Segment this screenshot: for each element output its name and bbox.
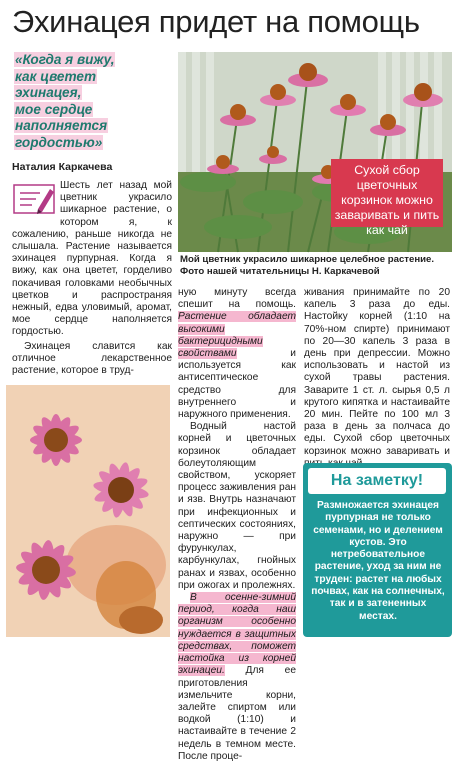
quote-line: эхинацея, (15, 85, 82, 100)
paragraph: живания принимайте по 20 капель 3 раза до еды. Настойку корней (1:10 на 70%-ном спирте) принимают по 20—30 капель 3 раза в день при депрессии. Можно использовать и настой из сухой травы растения. Заварите 1 ст. л. сырья 0,5 л крутого кипятка и настаивайте 20 мин. Пейте по 100 мл 3 раза в день за полчаса до еды. Сухой сбор цветочных корзинок можно заваривать и (304, 287, 450, 457)
paragraph (12, 180, 172, 339)
photo-caption: Мой цветник украсило шикарное целебное растение. Фото нашей читательницы Н. Каркачевой (180, 254, 435, 277)
note-title: На заметку! (308, 468, 446, 494)
paragraph (178, 592, 296, 763)
pen-icon (12, 181, 56, 217)
quote-line: «Когда я вижу, (15, 52, 115, 67)
article-column-2 (178, 287, 296, 763)
article-column-3 (304, 287, 450, 470)
quote-line: наполняется (15, 118, 108, 133)
article-column-1 (12, 180, 172, 377)
echinacea-tea-photo (6, 385, 170, 637)
quote-line: гордостью» (15, 134, 103, 150)
photo-overlay-box: Сухой сбор цветочных корзинок можно заваривать и пить как чай (331, 159, 443, 227)
paragraph-text: Для ее приготовления измельчите корни, залейте спиртом или водкой (1:10) и настаивайте в течение 2 недель в темном месте. После проце- (178, 665, 296, 762)
paragraph-text: и используется как антисептическое средство для внутреннего и наружного применения. (178, 348, 296, 421)
quote-line: мое сердце (15, 101, 93, 117)
pull-quote (14, 52, 172, 151)
note-text: Размножается эхинацея пурпурная не только семенами, но и делением кустов. Это нетребовательное растение, уход за ним не труден: растет на любых почвах, как на солнечных, так и в затененных местах. (311, 500, 445, 622)
paragraph: Эхинацея славится как отличное лекарственное растение, которое в труд- (12, 340, 172, 377)
paragraph: Водный настой корней и цветочных корзинок обладает болеутоляющим свойством, ускоряет процесс заживления ран и язв. Внутрь назначают при инфекционных и септических состояниях, наружно — при фурункулах, карбункулах, гнойных ранах и язвах, особенно при ожогах и пролежнях. (178, 421, 296, 591)
author-name: Наталия Каркачева (12, 161, 113, 173)
highlighted-text: Растение обладает высокими бактерицидными свойствами (178, 311, 296, 360)
quote-line: как цветет (15, 68, 97, 84)
paragraph (178, 287, 296, 421)
paragraph-text: ную минуту всегда спешит на помощь. (178, 287, 296, 311)
highlighted-text: В осенне-зимний период, когда наш организм особенно нуждается в защитных средствах, поможет настойка из корней эхинацеи. (178, 592, 296, 677)
paragraph-text: Шесть лет назад мой цветник украсило шикарное растение, о котором я, к сожалению, раньше никогда не слышала. Растение называется эхинацея пурпурная. Когда я вижу, как она цветет, горделиво покачивая головками необычных цветков и распространяя нежный, едва уловимый, аромат, мое сердце наполняется гордостью. (12, 180, 172, 338)
page-title: Эхинацея придет на помощь (12, 4, 420, 39)
